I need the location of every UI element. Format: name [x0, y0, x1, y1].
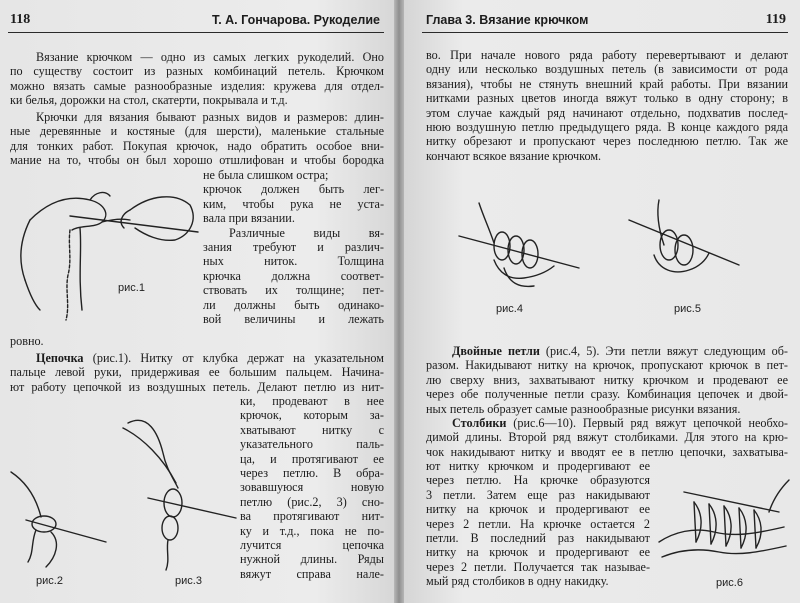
- text-line: можно вязать самые разнообразные изделия: кружева для отдел-: [10, 78, 384, 93]
- text-line: ки, продевают в нее: [240, 394, 384, 408]
- double-loops-paragraph: [426, 344, 788, 416]
- text-line: вой величины и лежать: [203, 312, 384, 327]
- right-page: [404, 0, 800, 603]
- figure-5-through-two-loops: [624, 195, 744, 295]
- text-line: димой длины. Второй ряд вяжут столбиками. Для этого на крю-: [426, 430, 788, 445]
- term-double-loops: Двойные петли: [452, 344, 540, 358]
- figure-6-caption: рис.6: [716, 577, 743, 589]
- stitches-paragraph: [426, 416, 788, 459]
- text-line: через 2 петли. Получается так называе-: [426, 559, 650, 574]
- text-line: крючок, которым за-: [240, 408, 384, 423]
- hooks-paragraph: [10, 110, 384, 168]
- text-line: по существу состоит из разных комбинаций петель. Крючком: [10, 64, 384, 79]
- text-line: ца, и протягивают ее: [240, 451, 384, 466]
- text-line: одну или несколько воздушных петель (в зависимости от рода: [426, 62, 788, 77]
- text-line: нитку на крючок и продергивают ее: [426, 545, 650, 560]
- text-line: [426, 416, 788, 430]
- text-line: кончают всякое вязание крючком.: [426, 148, 602, 163]
- text-line: Различные виды вя-: [229, 225, 384, 240]
- text-line: ким, чтобы рука не уста-: [203, 196, 384, 211]
- figure-2-caption: рис.2: [36, 575, 63, 587]
- page-number-right: 119: [765, 12, 786, 27]
- text-line: через петлю. В обра-: [240, 466, 384, 481]
- text-line: не была слишком остра;: [203, 168, 329, 182]
- text-line: через петлю. На крючке образуются: [426, 473, 650, 488]
- intro-paragraph: [10, 50, 384, 108]
- text-line: мание на то, чтобы он был хорошо отшлифован и чтобы бородка: [10, 153, 384, 168]
- text-line: через 2 петли. На крючке остается 2: [426, 516, 650, 531]
- fig1-side-text: [203, 168, 384, 326]
- term-chain: Цепочка: [36, 351, 84, 365]
- text-line: через обе полученные петли сразу. Комбинация цепочек и двой-: [426, 387, 788, 402]
- text-run: (рис.4, 5). Эти петли вяжут следующим об-: [539, 344, 788, 358]
- figure-3-caption: рис.3: [175, 575, 202, 587]
- text-line: во. При начале нового ряда работу перевертывают и делают: [426, 48, 788, 62]
- text-line: [426, 344, 788, 358]
- text-line: вязания), чтобы не стянуть внешний край работы. При вязании: [426, 76, 788, 91]
- running-head-left: Т. А. Гончарова. Рукоделие: [211, 13, 380, 27]
- text-line: ных петель образует самые разнообразные рисунки вязания.: [426, 401, 741, 416]
- text-line: ровно.: [10, 334, 44, 348]
- text-line: лю сверху вниз, захватывают нитку крючком и продевают ее: [426, 372, 788, 387]
- text-line: нитку на крючок и продергивают ее: [426, 502, 650, 517]
- left-page: [0, 0, 394, 603]
- text-line: ва протягивают нит-: [240, 509, 384, 524]
- running-head-right: Глава 3. Вязание крючком: [426, 13, 589, 27]
- figure-1-caption: рис.1: [118, 282, 145, 294]
- text-line: вала при вязании.: [203, 211, 295, 226]
- fig6-side-text: [426, 459, 650, 589]
- page-number-left: 118: [10, 12, 31, 27]
- term-stitches: Столбики: [452, 416, 507, 430]
- figure-4-caption: рис.4: [496, 303, 523, 315]
- text-line: чок накидывают нитку и вводят ее в петлю цепочки, захватыва-: [426, 444, 788, 459]
- text-line: нужной длины. Ряды: [240, 552, 384, 567]
- figure-6-stitch-row: [654, 472, 794, 572]
- continuation-paragraph: [426, 48, 788, 163]
- text-run: (рис.1). Нитку от клубка держат на указательном: [83, 351, 384, 365]
- text-line: зовавшуюся новую: [240, 480, 384, 495]
- figure-5-caption: рис.5: [674, 303, 701, 315]
- text-line: для тонких работ. Покупая крючок, надо обратить особое вни-: [10, 138, 384, 153]
- fig23-side-text: [240, 394, 384, 581]
- text-line: ют нитку крючком и продергивают ее: [426, 459, 650, 473]
- text-line: ку и т.д., пока не по-: [240, 523, 384, 538]
- text-line: петлю (рис.2, 3) сно-: [240, 494, 384, 509]
- text-line: крючка должна соответ-: [203, 268, 384, 283]
- figure-3-pulling-thread: [118, 408, 238, 573]
- right-page-header: [422, 10, 788, 33]
- text-line: ют работу цепочкой из воздушных петель. Делают петлю из нит-: [10, 379, 384, 394]
- figure-1-hands-with-hook: [10, 180, 200, 330]
- text-line: зания требуют и различ-: [203, 240, 384, 255]
- text-line: вяжут справа нале-: [240, 566, 384, 581]
- text-line: мый ряд столбиков в одну накидку.: [426, 574, 609, 589]
- text-line: указательного паль-: [240, 437, 384, 452]
- chain-paragraph: [10, 351, 384, 394]
- text-line: ки белья, дорожки на стол, скатерти, покрывала и т.д.: [10, 93, 288, 108]
- text-line: крючок должен быть лег-: [203, 182, 384, 197]
- text-line: разом. Накидывают нитку на крючок, пропускают крючок в пет-: [426, 358, 788, 373]
- text-line: нитками разных цветов иногда вяжут только в одну сторону; в: [426, 91, 788, 106]
- book-gutter: [394, 0, 404, 603]
- figure-4-double-loop: [454, 198, 584, 298]
- text-line: ные деревянные и костяные (для шерсти), маленькие стальные: [10, 124, 384, 139]
- text-line: Вязание крючком — одно из самых легких рукоделий. Оно: [36, 50, 384, 64]
- text-line: лучится цепочка: [240, 538, 384, 553]
- text-line: Крючки для вязания бывают разных видов и размеров: длин-: [36, 110, 384, 124]
- text-line: 3 петли. Затем еще раз накидывают: [426, 487, 650, 502]
- text-line: пальце левой руки, придерживая ее большим пальцем. Начина-: [10, 365, 384, 380]
- text-line: этом случае каждый ряд начинают отдельно, подхватив послед-: [426, 105, 788, 120]
- end-line: [10, 334, 384, 348]
- text-line: хватывают нитку с: [240, 422, 384, 437]
- text-line: ли должны быть одинако-: [203, 297, 384, 312]
- text-line: ствовать их толщине; пет-: [203, 283, 384, 298]
- left-page-header: [8, 10, 384, 33]
- text-line: нюю воздушную петлю предыдущего ряда. В конце каждого ряда: [426, 120, 788, 135]
- text-line: нитку обрезают и пропускают через последнюю петлю. Так же: [426, 134, 788, 149]
- text-line: петли. В последний раз накидывают: [426, 531, 650, 546]
- text-line: ных ниток. Толщина: [203, 254, 384, 269]
- figure-2-first-loop: [6, 462, 116, 572]
- text-line: [10, 351, 384, 365]
- text-run: (рис.6—10). Первый ряд вяжут цепочкой необхо-: [506, 416, 788, 430]
